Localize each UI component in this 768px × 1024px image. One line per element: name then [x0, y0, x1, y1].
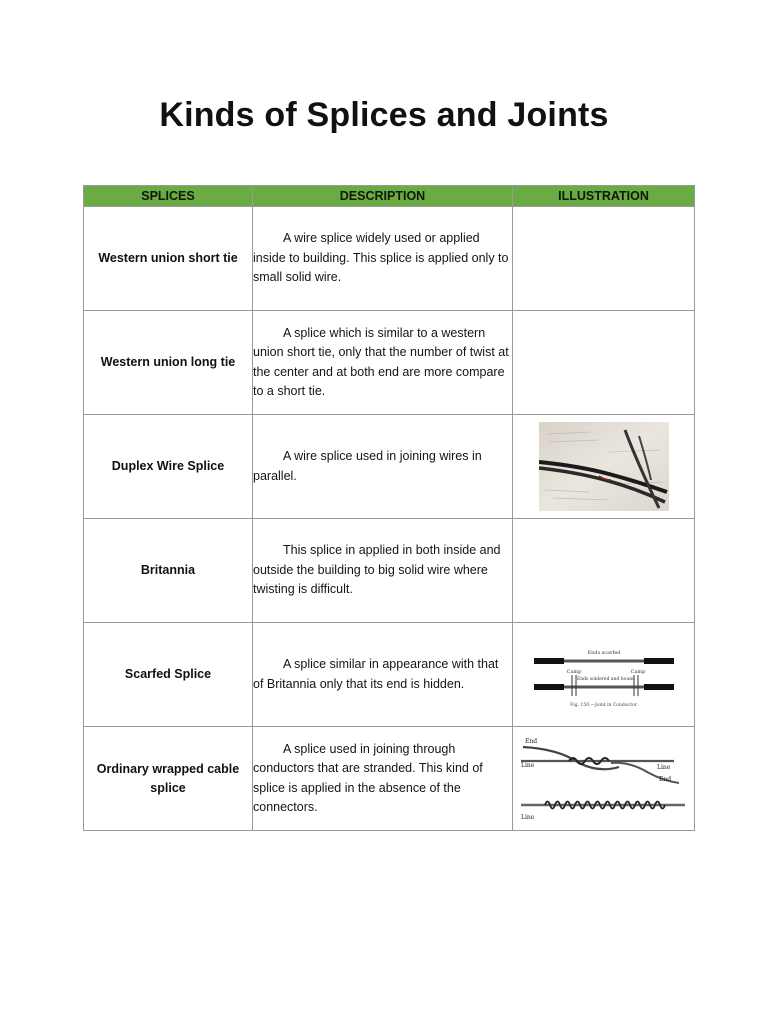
- table-row: [84, 623, 695, 727]
- splice-illustration: [513, 415, 695, 519]
- header-description: DESCRIPTION: [253, 186, 513, 207]
- page-title: Kinds of Splices and Joints: [159, 96, 609, 134]
- label-camp-right: Camp: [630, 668, 645, 675]
- header-illustration: ILLUSTRATION: [513, 186, 695, 207]
- label-line-bottom: Line: [520, 813, 534, 821]
- splice-description: A splice which is similar to a western union short tie, only that the number of twist at the center and at both end are more compare to a short tie.: [253, 311, 513, 415]
- duplex-splice-photo: [539, 422, 669, 511]
- splice-name: Britannia: [84, 519, 253, 623]
- table-row: [84, 311, 695, 415]
- splice-illustration: [513, 623, 695, 727]
- table-row: [84, 415, 695, 519]
- splice-description: A splice used in joining through conductors that are stranded. This kind of splice is applied in the absence of the connectors.: [253, 727, 513, 831]
- splice-name: Western union short tie: [84, 207, 253, 311]
- splice-illustration: [513, 207, 695, 311]
- label-ends-scarfed: Ends scarfed: [587, 649, 620, 656]
- splice-description: This splice in applied in both inside and outside the building to big solid wire where twisting is difficult.: [253, 519, 513, 623]
- splice-name: Scarfed Splice: [84, 623, 253, 727]
- splice-name: Ordinary wrapped cable splice: [84, 727, 253, 831]
- scarfed-splice-diagram: [534, 640, 674, 710]
- label-line-right: Line: [656, 763, 670, 771]
- figure-caption: Fig. 150.—Joint in Conductor.: [569, 702, 638, 708]
- label-ends-soldered: Ends soldered and bound: [576, 676, 635, 682]
- splice-illustration: [513, 311, 695, 415]
- table-header-row: [84, 186, 695, 207]
- table-row: [84, 207, 695, 311]
- table-row: [84, 519, 695, 623]
- splice-name: Duplex Wire Splice: [84, 415, 253, 519]
- splice-description: A wire splice used in joining wires in parallel.: [253, 415, 513, 519]
- label-camp-left: Camp: [566, 668, 581, 675]
- splice-illustration: [513, 519, 695, 623]
- label-end-top: End: [524, 737, 537, 745]
- label-line-left: Line: [520, 761, 534, 769]
- header-splices: SPLICES: [84, 186, 253, 207]
- splice-description: A wire splice widely used or applied inside to building. This splice is applied only to small solid wire.: [253, 207, 513, 311]
- splice-name: Western union long tie: [84, 311, 253, 415]
- table-row: [84, 727, 695, 831]
- wrapped-cable-splice-diagram: [519, 733, 689, 825]
- splice-illustration: [513, 727, 695, 831]
- splice-description: A splice similar in appearance with that of Britannia only that its end is hidden.: [253, 623, 513, 727]
- splices-table: [83, 185, 695, 831]
- label-end-right: End: [658, 775, 671, 783]
